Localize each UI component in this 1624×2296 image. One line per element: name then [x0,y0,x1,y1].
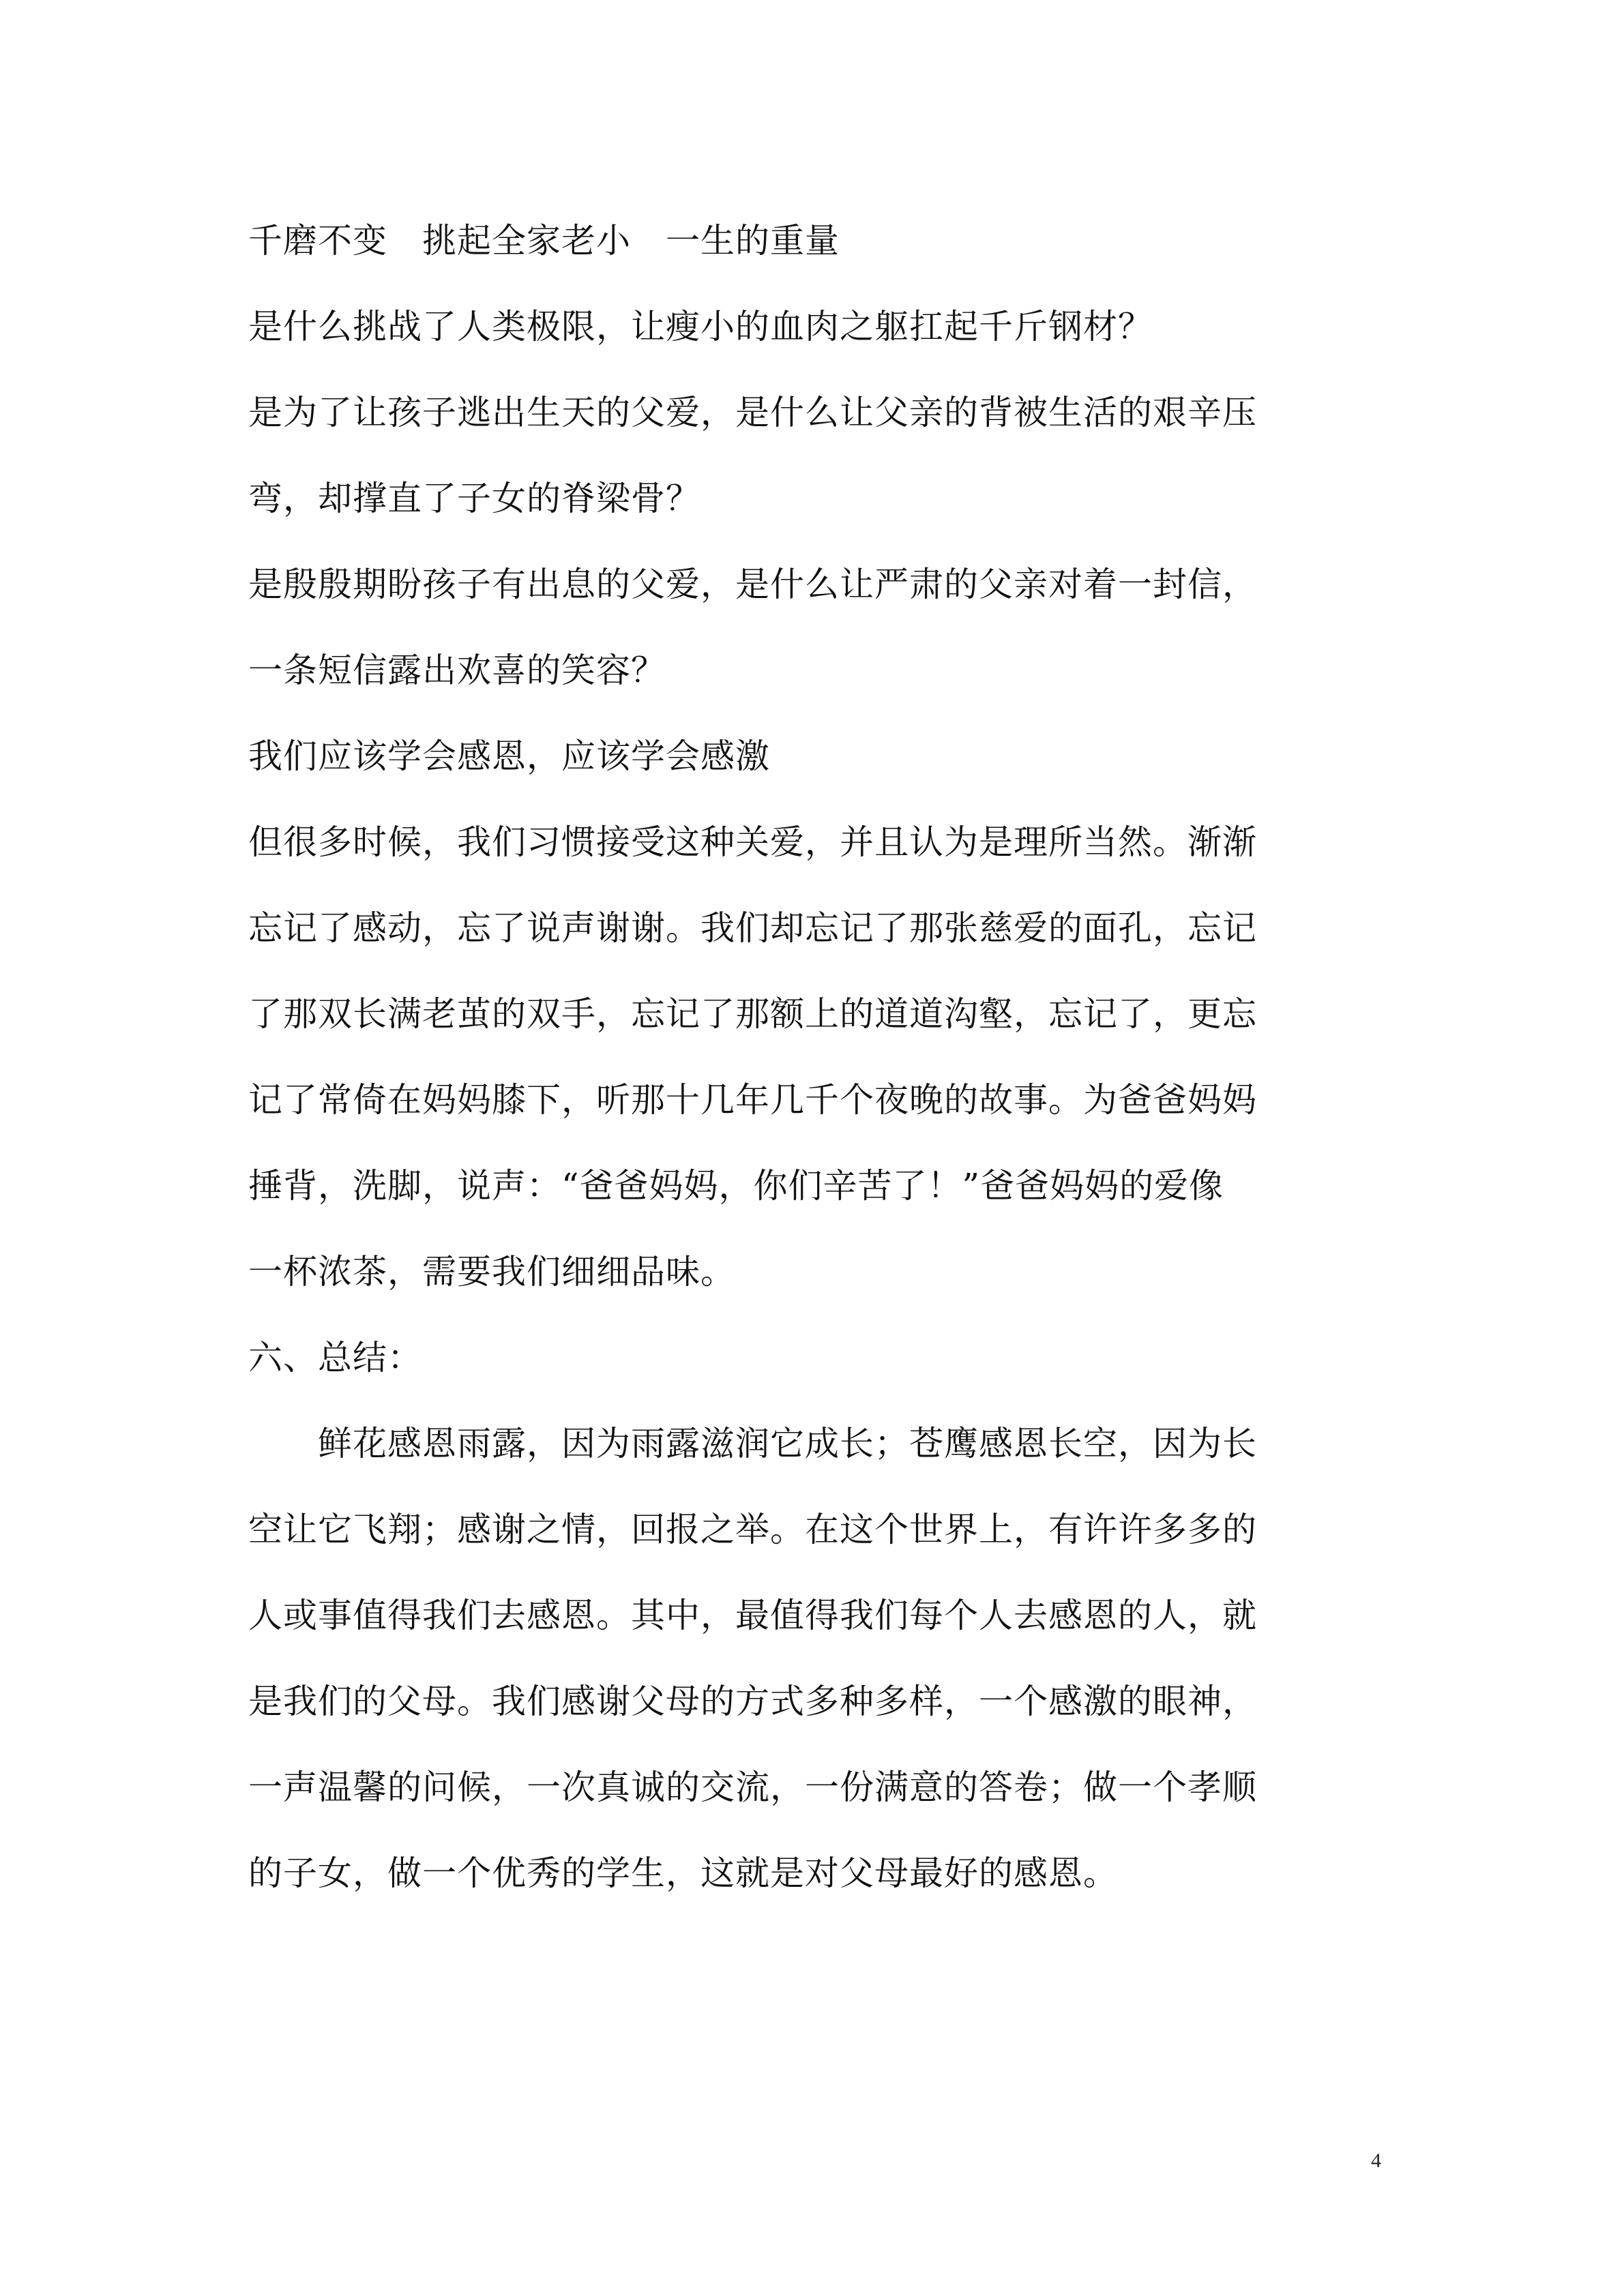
text-line: 是我们的父母。我们感谢父母的方式多种多样，一个感激的眼神， [248,1682,1257,1721]
text-line: 我们应该学会感恩，应该学会感激 [248,736,770,776]
text-line: 一条短信露出欢喜的笑容？ [248,651,666,690]
section-heading: 六、总结： [248,1338,422,1377]
text-line: 但很多时候，我们习惯接受这种关爱，并且认为是理所当然。渐渐 [248,822,1257,862]
text-line: 是殷殷期盼孩子有出息的父爱，是什么让严肃的父亲对着一封信， [248,565,1257,604]
text-line: 人或事值得我们去感恩。其中，最值得我们每个人去感恩的人，就 [248,1596,1257,1635]
text-line: 是为了让孩子逃出生天的父爱，是什么让父亲的背被生活的艰辛压 [248,393,1257,432]
text-line: 一杯浓茶，需要我们细细品味。 [248,1252,735,1292]
text-line: 了那双长满老茧的双手，忘记了那额上的道道沟壑，忘记了，更忘 [248,994,1257,1034]
text-line: 弯，却撑直了子女的脊梁骨？ [248,479,700,518]
page-number: 4 [1371,2149,1381,2172]
text-line: 空让它飞翔；感谢之情，回报之举。在这个世界上，有许许多多的 [248,1510,1257,1549]
body-text [248,198,1367,1916]
text-line: 的子女，做一个优秀的学生，这就是对父母最好的感恩。 [248,1853,1118,1893]
text-line: 鲜花感恩雨露，因为雨露滋润它成长；苍鹰感恩长空，因为长 [248,1424,1257,1463]
text-line: 一声温馨的问候，一次真诚的交流，一份满意的答卷；做一个孝顺 [248,1768,1257,1807]
text-line: 忘记了感动，忘了说声谢谢。我们却忘记了那张慈爱的面孔，忘记 [248,908,1257,948]
text-line: 记了常倚在妈妈膝下，听那十几年几千个夜晚的故事。为爸爸妈妈 [248,1080,1257,1120]
text-line: 千磨不变 挑起全家老小 一生的重量 [248,221,840,260]
text-line: 是什么挑战了人类极限，让瘦小的血肉之躯扛起千斤钢材？ [248,307,1153,346]
text-line: 捶背，洗脚，说声：“爸爸妈妈，你们辛苦了！”爸爸妈妈的爱像 [248,1166,1224,1206]
